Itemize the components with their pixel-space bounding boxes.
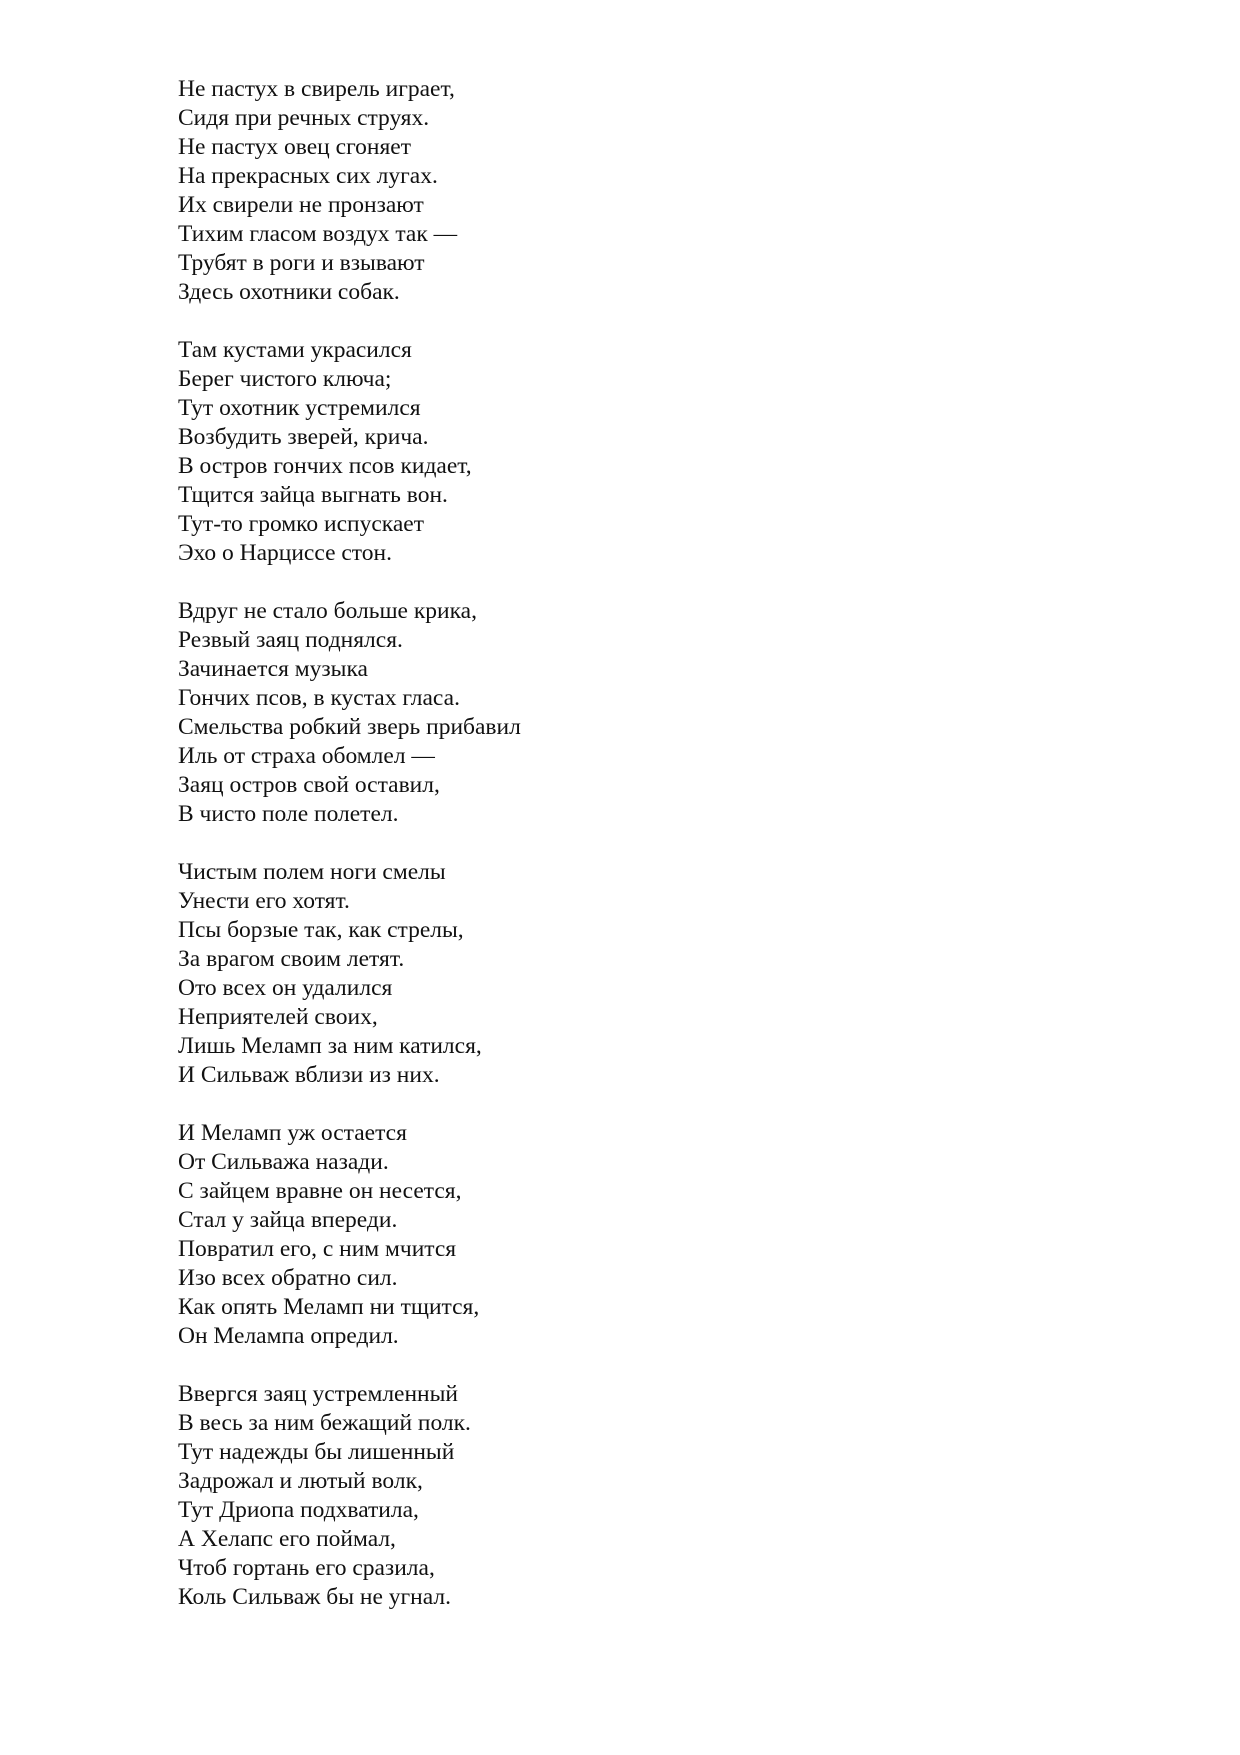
poem-line: За врагом своим летят.: [178, 946, 405, 972]
poem-line: Их свирели не пронзают: [178, 192, 424, 218]
poem-line: На прекрасных сих лугах.: [178, 163, 438, 189]
poem-line: Он Мелампа опредил.: [178, 1323, 399, 1349]
poem-line: Коль Сильваж бы не угнал.: [178, 1584, 451, 1610]
poem-line: Там кустами украсился: [178, 337, 412, 363]
stanza: [178, 597, 1078, 829]
poem-line: Тут надежды бы лишенный: [178, 1439, 455, 1465]
poem-line: Повратил его, с ним мчится: [178, 1236, 457, 1262]
stanza: [178, 336, 1078, 568]
poem-line: Не пастух в свирель играет,: [178, 76, 455, 102]
stanza: [178, 75, 1078, 307]
poem-line: Чтоб гортань его сразила,: [178, 1555, 435, 1581]
poem-line: Заяц остров свой оставил,: [178, 772, 440, 798]
poem-line: Как опять Меламп ни тщится,: [178, 1294, 480, 1320]
poem-line: Здесь охотники собак.: [178, 279, 400, 305]
poem-line: С зайцем вравне он несется,: [178, 1178, 462, 1204]
poem-line: В чисто поле полетел.: [178, 801, 399, 827]
poem-line: Берег чистого ключа;: [178, 366, 392, 392]
poem-line: Чистым полем ноги смелы: [178, 859, 446, 885]
stanza: [178, 858, 1078, 1090]
poem-line: Тщится зайца выгнать вон.: [178, 482, 448, 508]
poem-line: Лишь Меламп за ним катился,: [178, 1033, 482, 1059]
poem-line: В весь за ним бежащий полк.: [178, 1410, 471, 1436]
poem-line: Вдруг не стало больше крика,: [178, 598, 477, 624]
poem-line: Унести его хотят.: [178, 888, 350, 914]
poem-line: В остров гончих псов кидает,: [178, 453, 472, 479]
poem-line: А Хелапс его поймал,: [178, 1526, 396, 1552]
poem-line: Тихим гласом воздух так —: [178, 221, 458, 247]
poem-line: Сидя при речных струях.: [178, 105, 430, 131]
poem-line: И Меламп уж остается: [178, 1120, 407, 1146]
poem-line: Смельства робкий зверь прибавил: [178, 714, 521, 740]
poem-line: Стал у зайца впереди.: [178, 1207, 398, 1233]
poem-line: Зачинается музыка: [178, 656, 368, 682]
poem-line: Не пастух овец сгоняет: [178, 134, 411, 160]
poem-line: Резвый заяц поднялся.: [178, 627, 403, 653]
poem-text: [178, 75, 1078, 1641]
poem-line: Ввергся заяц устремленный: [178, 1381, 459, 1407]
poem-line: Ото всех он удалился: [178, 975, 393, 1001]
stanza: [178, 1380, 1078, 1612]
poem-line: Гончих псов, в кустах гласа.: [178, 685, 460, 711]
poem-line: От Сильважа назади.: [178, 1149, 389, 1175]
poem-line: Иль от страха обомлел —: [178, 743, 435, 769]
poem-line: Псы борзые так, как стрелы,: [178, 917, 464, 943]
poem-line: Трубят в роги и взывают: [178, 250, 425, 276]
stanza: [178, 1119, 1078, 1351]
poem-line: Возбудить зверей, крича.: [178, 424, 429, 450]
poem-line: И Сильваж вблизи из них.: [178, 1062, 440, 1088]
poem-line: Тут Дриопа подхватила,: [178, 1497, 419, 1523]
poem-line: Изо всех обратно сил.: [178, 1265, 398, 1291]
poem-line: Тут охотник устремился: [178, 395, 421, 421]
poem-line: Неприятелей своих,: [178, 1004, 378, 1030]
poem-line: Эхо о Нарциссе стон.: [178, 540, 392, 566]
poem-line: Тут-то громко испускает: [178, 511, 424, 537]
poem-line: Задрожал и лютый волк,: [178, 1468, 423, 1494]
